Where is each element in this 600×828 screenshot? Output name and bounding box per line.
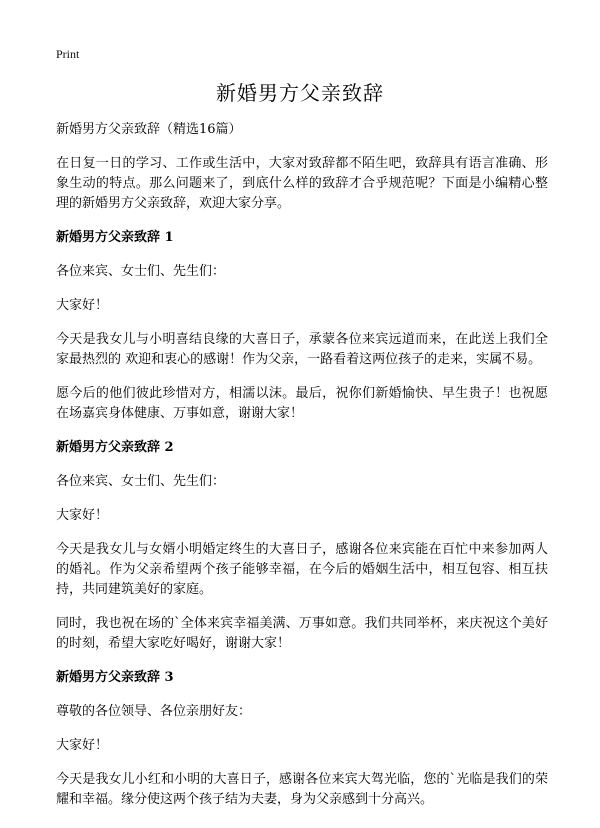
section-2-paragraph: 大家好！ — [56, 508, 109, 523]
section-1-paragraph: 愿今后的他们彼此珍惜对方，相濡以沫。最后，祝你们新婚愉快、早生贵子！也祝愿在场嘉宾身体健康、万事如意，谢谢大家！ — [56, 386, 548, 421]
document-subtitle: 新婚男方父亲致辞（精选16篇） — [56, 122, 242, 137]
section-heading-1: 新婚男方父亲致辞 1 — [56, 230, 174, 245]
section-1-paragraph: 今天是我女儿与小明喜结良缘的大喜日子，承蒙各位来宾远道而来，在此送上我们全家最热烈的 欢迎和衷心的感谢！作为父亲，一路看着这两位孩子的走来，实属不易。 — [56, 332, 548, 367]
section-3-paragraph: 大家好！ — [56, 738, 109, 753]
document-title: 新婚男方父亲致辞 — [216, 81, 384, 105]
section-1-paragraph: 大家好！ — [56, 298, 109, 313]
section-2-paragraph: 今天是我女儿与女婿小明婚定终生的大喜日子，感谢各位来宾能在百忙中来参加两人的婚礼。作为父亲希望两个孩子能够幸福，在今后的婚姻生活中，相互包容、相互扶持，共同建筑美好的家庭。 — [56, 542, 548, 597]
section-1-paragraph: 各位来宾、女士们、先生们： — [56, 264, 226, 279]
section-heading-2: 新婚男方父亲致辞 2 — [56, 440, 174, 455]
section-3-paragraph: 今天是我女儿小红和小明的大喜日子，感谢各位来宾大驾光临，您的`光临是我们的荣耀和幸福。缘分使这两个孩子结为夫妻，身为父亲感到十分高兴。 — [56, 772, 548, 807]
section-2-paragraph: 各位来宾、女士们、先生们： — [56, 474, 226, 489]
section-2-paragraph: 同时，我也祝在场的`全体来宾幸福美满、万事如意。我们共同举杯，来庆祝这个美好的时刻，希望大家吃好喝好，谢谢大家！ — [56, 616, 548, 651]
intro-paragraph: 在日复一日的学习、工作或生活中，大家对致辞都不陌生吧，致辞具有语言准确、形象生动的特点。那么问题来了，到底什么样的致辞才合乎规范呢？下面是小编精心整理的新婚男方父亲致辞，欢迎大家分享。 — [56, 156, 548, 211]
section-3-paragraph: 尊敬的各位领导、各位亲朋好友： — [56, 704, 252, 719]
document-body — [56, 120, 548, 824]
print-link[interactable]: Print — [56, 47, 80, 61]
section-heading-3: 新婚男方父亲致辞 3 — [56, 670, 174, 685]
